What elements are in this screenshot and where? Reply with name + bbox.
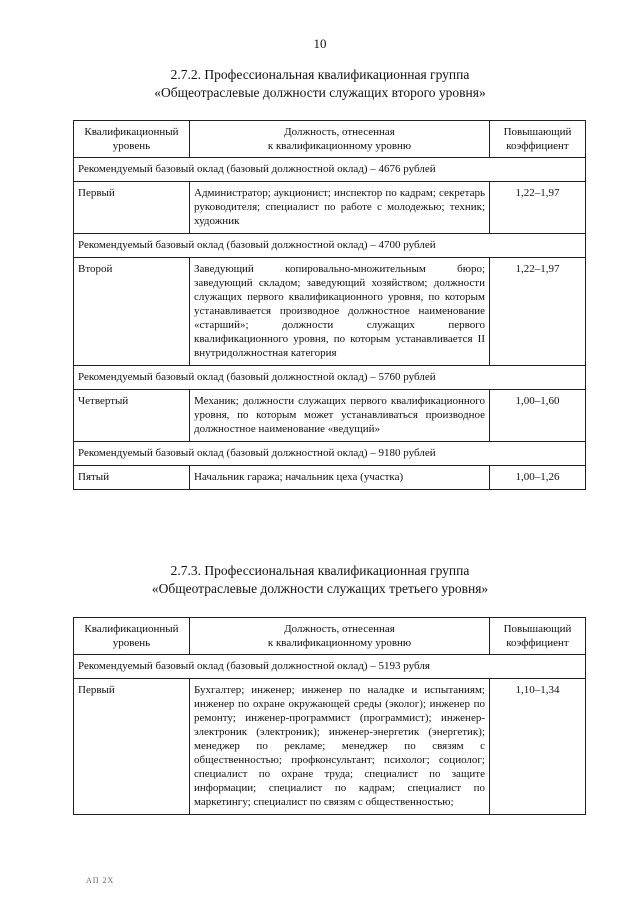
level-cell: Первый (74, 182, 190, 234)
header-position: Должность, отнесенная к квалификационному уровню (190, 121, 490, 158)
level-cell: Второй (74, 258, 190, 366)
salary-text: Рекомендуемый базовый оклад (базовый должностной оклад) – 5760 рублей (74, 366, 586, 390)
level-cell: Пятый (74, 466, 190, 490)
salary-row (74, 158, 586, 182)
table-header-row (74, 618, 586, 655)
level-cell: Первый (74, 679, 190, 815)
table-row (74, 258, 586, 366)
section-heading-second-level (0, 66, 640, 102)
footer-code: АП 2Х (86, 876, 115, 885)
salary-row (74, 442, 586, 466)
positions-cell: Бухгалтер; инженер; инженер по наладке и испытаниям; инженер по охране окружающей среды (эколог); инженер по ремонту; инженер-программист (программист); инженер-электроник (электроник); инженер-энергетик (энергетик); менеджер по рекламе; менеджер по связям с общественностью; профконсультант; психолог; социолог; специалист по охране труда; специалист по защите информации; специалист по кадрам; специалист по маркетингу; специалист по связям с общественностью; (190, 679, 490, 815)
table-row (74, 390, 586, 442)
header-position: Должность, отнесенная к квалификационному уровню (190, 618, 490, 655)
heading-line: «Общеотраслевые должности служащих второго уровня» (154, 85, 486, 100)
positions-cell: Заведующий копировально-множительным бюро; заведующий складом; заведующий хозяйством; должности служащих первого квалификационного уровня, по которым устанавливается производное должностное наименование «старший»; должности служащих первого квалификационного уровня, по которым устанавливается II внутридолжностная категория (190, 258, 490, 366)
table-header-row (74, 121, 586, 158)
salary-text: Рекомендуемый базовый оклад (базовый должностной оклад) – 4700 рублей (74, 234, 586, 258)
coefficient-cell: 1,22–1,97 (490, 182, 586, 234)
coefficient-cell: 1,00–1,60 (490, 390, 586, 442)
salary-row (74, 234, 586, 258)
header-coefficient: Повышающий коэффициент (490, 121, 586, 158)
coefficient-cell: 1,22–1,97 (490, 258, 586, 366)
positions-cell: Администратор; аукционист; инспектор по кадрам; секретарь руководителя; специалист по работе с молодежью; техник; художник (190, 182, 490, 234)
table-row (74, 466, 586, 490)
coefficient-cell: 1,00–1,26 (490, 466, 586, 490)
header-coefficient: Повышающий коэффициент (490, 618, 586, 655)
positions-cell: Начальник гаража; начальник цеха (участка) (190, 466, 490, 490)
level-cell: Четвертый (74, 390, 190, 442)
heading-line: 2.7.2. Профессиональная квалификационная группа (170, 67, 470, 82)
section-heading-third-level (0, 562, 640, 598)
salary-row (74, 655, 586, 679)
table-row (74, 182, 586, 234)
heading-line: «Общеотраслевые должности служащих третьего уровня» (151, 581, 489, 596)
heading-line: 2.7.3. Профессиональная квалификационная группа (170, 563, 470, 578)
salary-row (74, 366, 586, 390)
positions-cell: Механик; должности служащих первого квалификационного уровня, по которым может устанавливаться производное должностное наименование «ведущий» (190, 390, 490, 442)
salary-text: Рекомендуемый базовый оклад (базовый должностной оклад) – 5193 рубля (74, 655, 586, 679)
header-level: Квалификационный уровень (74, 618, 190, 655)
salary-text: Рекомендуемый базовый оклад (базовый должностной оклад) – 9180 рублей (74, 442, 586, 466)
qualification-table-second-level (73, 120, 586, 490)
coefficient-cell: 1,10–1,34 (490, 679, 586, 815)
page-number: 10 (313, 36, 327, 51)
qualification-table-third-level (73, 617, 586, 815)
table-row (74, 679, 586, 815)
salary-text: Рекомендуемый базовый оклад (базовый должностной оклад) – 4676 рублей (74, 158, 586, 182)
header-level: Квалификационный уровень (74, 121, 190, 158)
